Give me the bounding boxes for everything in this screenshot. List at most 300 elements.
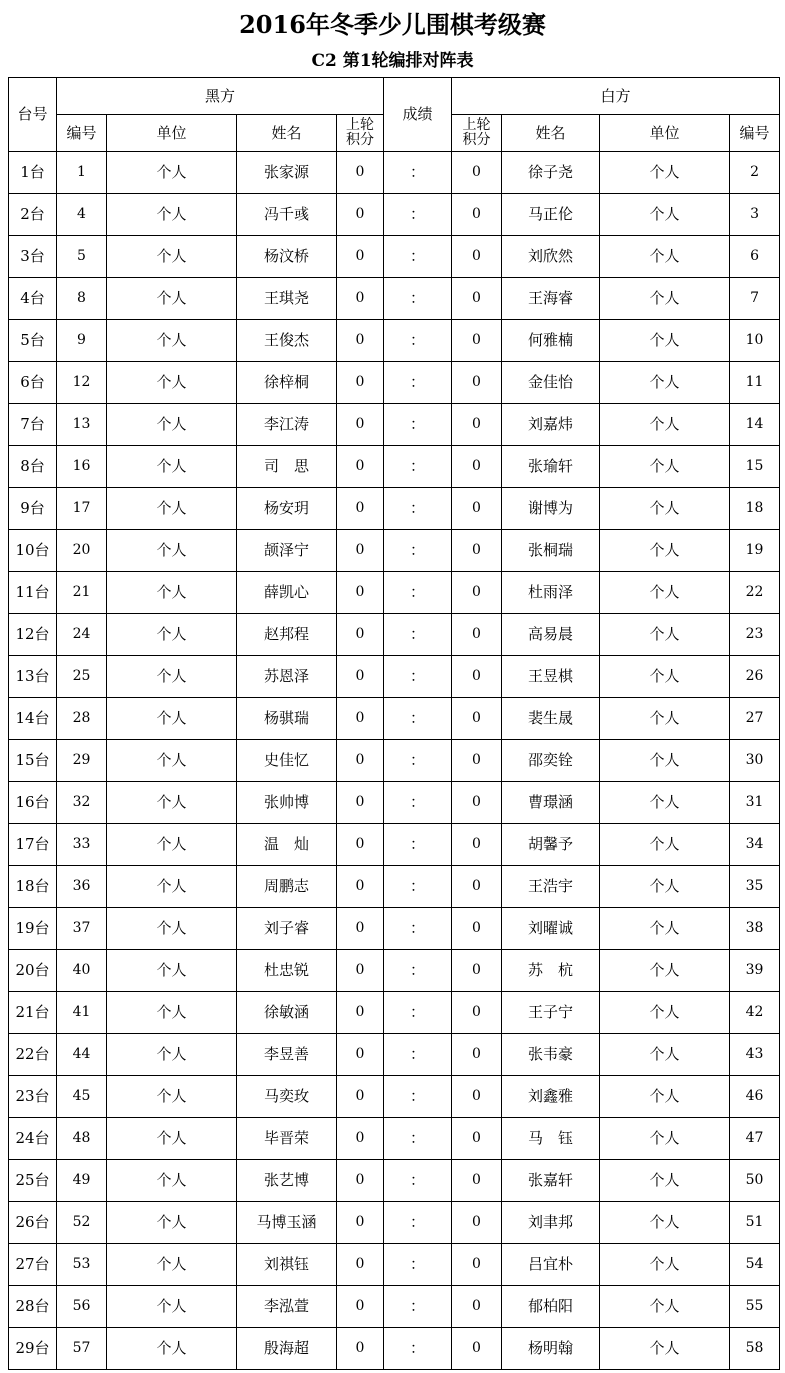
- white-prev-score-cell: 0: [452, 824, 502, 866]
- table-no-cell: 20台: [9, 950, 57, 992]
- header-black-unit: 单位: [107, 115, 237, 152]
- table-no-cell: 11台: [9, 572, 57, 614]
- table-row: [9, 614, 780, 656]
- white-number-cell: 3: [730, 194, 780, 236]
- white-number-cell: 22: [730, 572, 780, 614]
- header-white-number: 编号: [730, 115, 780, 152]
- black-prev-score-cell: 0: [337, 320, 384, 362]
- black-number-cell: 12: [57, 362, 107, 404]
- white-number-cell: 34: [730, 824, 780, 866]
- black-prev-score-cell: 0: [337, 1202, 384, 1244]
- result-cell: ：: [384, 614, 452, 656]
- header-prev-line1: 上轮: [462, 117, 491, 133]
- black-name-cell: 徐敏涵: [237, 992, 337, 1034]
- white-name-cell: 胡馨予: [502, 824, 600, 866]
- result-cell: ：: [384, 656, 452, 698]
- result-cell: ：: [384, 992, 452, 1034]
- black-unit-cell: 个人: [107, 1286, 237, 1328]
- black-unit-cell: 个人: [107, 236, 237, 278]
- table-no-cell: 26台: [9, 1202, 57, 1244]
- white-unit-cell: 个人: [600, 320, 730, 362]
- white-name-cell: 苏 杭: [502, 950, 600, 992]
- black-number-cell: 40: [57, 950, 107, 992]
- result-cell: ：: [384, 152, 452, 194]
- white-unit-cell: 个人: [600, 236, 730, 278]
- result-cell: ：: [384, 950, 452, 992]
- result-cell: ：: [384, 236, 452, 278]
- white-unit-cell: 个人: [600, 1328, 730, 1370]
- black-name-cell: 苏恩泽: [237, 656, 337, 698]
- table-row: [9, 698, 780, 740]
- black-name-cell: 徐梓桐: [237, 362, 337, 404]
- table-no-cell: 29台: [9, 1328, 57, 1370]
- black-name-cell: 赵邦程: [237, 614, 337, 656]
- black-unit-cell: 个人: [107, 1328, 237, 1370]
- white-unit-cell: 个人: [600, 572, 730, 614]
- black-prev-score-cell: 0: [337, 1286, 384, 1328]
- white-prev-score-cell: 0: [452, 1076, 502, 1118]
- white-name-cell: 王浩宇: [502, 866, 600, 908]
- black-number-cell: 24: [57, 614, 107, 656]
- result-cell: ：: [384, 698, 452, 740]
- black-number-cell: 33: [57, 824, 107, 866]
- black-unit-cell: 个人: [107, 362, 237, 404]
- white-name-cell: 刘嘉炜: [502, 404, 600, 446]
- header-white-unit: 单位: [600, 115, 730, 152]
- result-cell: ：: [384, 446, 452, 488]
- black-unit-cell: 个人: [107, 656, 237, 698]
- table-row: [9, 278, 780, 320]
- black-prev-score-cell: 0: [337, 404, 384, 446]
- table-no-cell: 16台: [9, 782, 57, 824]
- white-unit-cell: 个人: [600, 278, 730, 320]
- header-black-side: 黑方: [57, 78, 384, 115]
- black-prev-score-cell: 0: [337, 152, 384, 194]
- black-unit-cell: 个人: [107, 572, 237, 614]
- black-unit-cell: 个人: [107, 782, 237, 824]
- black-unit-cell: 个人: [107, 488, 237, 530]
- white-name-cell: 刘聿邦: [502, 1202, 600, 1244]
- white-unit-cell: 个人: [600, 1118, 730, 1160]
- black-name-cell: 杜忠锐: [237, 950, 337, 992]
- result-cell: ：: [384, 1202, 452, 1244]
- white-prev-score-cell: 0: [452, 1328, 502, 1370]
- white-unit-cell: 个人: [600, 362, 730, 404]
- table-no-cell: 18台: [9, 866, 57, 908]
- black-prev-score-cell: 0: [337, 950, 384, 992]
- black-prev-score-cell: 0: [337, 572, 384, 614]
- white-unit-cell: 个人: [600, 446, 730, 488]
- black-name-cell: 史佳忆: [237, 740, 337, 782]
- black-number-cell: 44: [57, 1034, 107, 1076]
- white-name-cell: 何雅楠: [502, 320, 600, 362]
- table-no-cell: 27台: [9, 1244, 57, 1286]
- white-unit-cell: 个人: [600, 866, 730, 908]
- white-number-cell: 6: [730, 236, 780, 278]
- black-number-cell: 49: [57, 1160, 107, 1202]
- table-no-cell: 17台: [9, 824, 57, 866]
- table-no-cell: 24台: [9, 1118, 57, 1160]
- white-number-cell: 31: [730, 782, 780, 824]
- white-name-cell: 金佳怡: [502, 362, 600, 404]
- header-black-name: 姓名: [237, 115, 337, 152]
- white-number-cell: 15: [730, 446, 780, 488]
- black-unit-cell: 个人: [107, 614, 237, 656]
- white-unit-cell: 个人: [600, 950, 730, 992]
- white-name-cell: 曹璟涵: [502, 782, 600, 824]
- white-unit-cell: 个人: [600, 488, 730, 530]
- result-cell: ：: [384, 488, 452, 530]
- black-unit-cell: 个人: [107, 194, 237, 236]
- black-unit-cell: 个人: [107, 404, 237, 446]
- white-name-cell: 谢博为: [502, 488, 600, 530]
- black-name-cell: 杨汶桥: [237, 236, 337, 278]
- white-name-cell: 刘欣然: [502, 236, 600, 278]
- white-name-cell: 郁柏阳: [502, 1286, 600, 1328]
- header-white-name: 姓名: [502, 115, 600, 152]
- black-name-cell: 王琪尧: [237, 278, 337, 320]
- white-unit-cell: 个人: [600, 1160, 730, 1202]
- white-number-cell: 39: [730, 950, 780, 992]
- white-number-cell: 18: [730, 488, 780, 530]
- table-row: [9, 488, 780, 530]
- table-no-cell: 5台: [9, 320, 57, 362]
- black-prev-score-cell: 0: [337, 782, 384, 824]
- white-prev-score-cell: 0: [452, 1034, 502, 1076]
- black-prev-score-cell: 0: [337, 908, 384, 950]
- white-number-cell: 42: [730, 992, 780, 1034]
- table-row: [9, 530, 780, 572]
- white-unit-cell: 个人: [600, 530, 730, 572]
- black-prev-score-cell: 0: [337, 446, 384, 488]
- white-unit-cell: 个人: [600, 656, 730, 698]
- black-name-cell: 毕晋荣: [237, 1118, 337, 1160]
- white-name-cell: 马正伦: [502, 194, 600, 236]
- white-number-cell: 11: [730, 362, 780, 404]
- white-prev-score-cell: 0: [452, 1118, 502, 1160]
- white-prev-score-cell: 0: [452, 446, 502, 488]
- black-name-cell: 杨骐瑞: [237, 698, 337, 740]
- result-cell: ：: [384, 1034, 452, 1076]
- black-name-cell: 颉泽宁: [237, 530, 337, 572]
- white-name-cell: 高易晨: [502, 614, 600, 656]
- table-row: [9, 866, 780, 908]
- black-name-cell: 薛凯心: [237, 572, 337, 614]
- result-cell: ：: [384, 1118, 452, 1160]
- white-number-cell: 46: [730, 1076, 780, 1118]
- black-name-cell: 马博玉涵: [237, 1202, 337, 1244]
- black-unit-cell: 个人: [107, 320, 237, 362]
- black-unit-cell: 个人: [107, 1244, 237, 1286]
- black-number-cell: 53: [57, 1244, 107, 1286]
- white-number-cell: 50: [730, 1160, 780, 1202]
- result-cell: ：: [384, 740, 452, 782]
- white-unit-cell: 个人: [600, 1076, 730, 1118]
- table-no-cell: 23台: [9, 1076, 57, 1118]
- table-row: [9, 1202, 780, 1244]
- table-no-cell: 28台: [9, 1286, 57, 1328]
- white-number-cell: 43: [730, 1034, 780, 1076]
- black-number-cell: 52: [57, 1202, 107, 1244]
- white-number-cell: 27: [730, 698, 780, 740]
- header-prev-line2: 积分: [462, 132, 491, 148]
- result-cell: ：: [384, 194, 452, 236]
- white-number-cell: 10: [730, 320, 780, 362]
- table-no-cell: 25台: [9, 1160, 57, 1202]
- black-unit-cell: 个人: [107, 1034, 237, 1076]
- white-prev-score-cell: 0: [452, 278, 502, 320]
- table-no-cell: 4台: [9, 278, 57, 320]
- header-white-side: 白方: [452, 78, 780, 115]
- black-prev-score-cell: 0: [337, 614, 384, 656]
- white-number-cell: 58: [730, 1328, 780, 1370]
- black-number-cell: 9: [57, 320, 107, 362]
- black-unit-cell: 个人: [107, 740, 237, 782]
- white-unit-cell: 个人: [600, 404, 730, 446]
- white-prev-score-cell: 0: [452, 1202, 502, 1244]
- table-row: [9, 152, 780, 194]
- table-row: [9, 236, 780, 278]
- table-row: [9, 1244, 780, 1286]
- black-prev-score-cell: 0: [337, 866, 384, 908]
- black-prev-score-cell: 0: [337, 194, 384, 236]
- result-cell: ：: [384, 278, 452, 320]
- header-prev-line2: 积分: [346, 132, 374, 148]
- white-name-cell: 张瑜轩: [502, 446, 600, 488]
- white-name-cell: 杜雨泽: [502, 572, 600, 614]
- white-prev-score-cell: 0: [452, 1160, 502, 1202]
- black-prev-score-cell: 0: [337, 488, 384, 530]
- result-cell: ：: [384, 1244, 452, 1286]
- black-number-cell: 29: [57, 740, 107, 782]
- black-name-cell: 温 灿: [237, 824, 337, 866]
- white-prev-score-cell: 0: [452, 404, 502, 446]
- white-unit-cell: 个人: [600, 698, 730, 740]
- table-row: [9, 320, 780, 362]
- header-white-prev-score: [452, 115, 502, 152]
- black-number-cell: 41: [57, 992, 107, 1034]
- black-number-cell: 8: [57, 278, 107, 320]
- black-prev-score-cell: 0: [337, 362, 384, 404]
- black-unit-cell: 个人: [107, 446, 237, 488]
- black-name-cell: 刘祺钰: [237, 1244, 337, 1286]
- table-no-cell: 1台: [9, 152, 57, 194]
- white-unit-cell: 个人: [600, 614, 730, 656]
- white-name-cell: 徐子尧: [502, 152, 600, 194]
- white-unit-cell: 个人: [600, 740, 730, 782]
- table-row: [9, 362, 780, 404]
- black-name-cell: 李江涛: [237, 404, 337, 446]
- black-unit-cell: 个人: [107, 1118, 237, 1160]
- white-name-cell: 王海睿: [502, 278, 600, 320]
- black-prev-score-cell: 0: [337, 1118, 384, 1160]
- white-name-cell: 王子宁: [502, 992, 600, 1034]
- black-number-cell: 4: [57, 194, 107, 236]
- white-unit-cell: 个人: [600, 908, 730, 950]
- black-unit-cell: 个人: [107, 278, 237, 320]
- result-cell: ：: [384, 362, 452, 404]
- table-row: [9, 1160, 780, 1202]
- black-prev-score-cell: 0: [337, 1034, 384, 1076]
- black-unit-cell: 个人: [107, 866, 237, 908]
- white-number-cell: 54: [730, 1244, 780, 1286]
- black-unit-cell: 个人: [107, 1202, 237, 1244]
- table-row: [9, 1118, 780, 1160]
- black-number-cell: 5: [57, 236, 107, 278]
- black-number-cell: 28: [57, 698, 107, 740]
- white-number-cell: 7: [730, 278, 780, 320]
- table-row: [9, 1328, 780, 1370]
- white-prev-score-cell: 0: [452, 782, 502, 824]
- black-prev-score-cell: 0: [337, 278, 384, 320]
- result-cell: ：: [384, 1160, 452, 1202]
- black-prev-score-cell: 0: [337, 1244, 384, 1286]
- white-name-cell: 王昱棋: [502, 656, 600, 698]
- white-unit-cell: 个人: [600, 992, 730, 1034]
- table-no-cell: 9台: [9, 488, 57, 530]
- white-unit-cell: 个人: [600, 1034, 730, 1076]
- table-no-cell: 14台: [9, 698, 57, 740]
- white-unit-cell: 个人: [600, 1244, 730, 1286]
- result-cell: ：: [384, 908, 452, 950]
- table-no-cell: 19台: [9, 908, 57, 950]
- table-row: [9, 404, 780, 446]
- black-prev-score-cell: 0: [337, 236, 384, 278]
- table-row: [9, 740, 780, 782]
- white-prev-score-cell: 0: [452, 656, 502, 698]
- black-unit-cell: 个人: [107, 824, 237, 866]
- table-row: [9, 194, 780, 236]
- result-cell: ：: [384, 782, 452, 824]
- header-black-number: 编号: [57, 115, 107, 152]
- table-row: [9, 446, 780, 488]
- result-cell: ：: [384, 572, 452, 614]
- black-unit-cell: 个人: [107, 1160, 237, 1202]
- white-unit-cell: 个人: [600, 824, 730, 866]
- table-no-cell: 6台: [9, 362, 57, 404]
- black-number-cell: 25: [57, 656, 107, 698]
- black-number-cell: 16: [57, 446, 107, 488]
- white-number-cell: 23: [730, 614, 780, 656]
- white-prev-score-cell: 0: [452, 488, 502, 530]
- white-prev-score-cell: 0: [452, 698, 502, 740]
- black-name-cell: 张家源: [237, 152, 337, 194]
- white-prev-score-cell: 0: [452, 866, 502, 908]
- black-prev-score-cell: 0: [337, 530, 384, 572]
- table-no-cell: 2台: [9, 194, 57, 236]
- table-no-cell: 13台: [9, 656, 57, 698]
- black-unit-cell: 个人: [107, 530, 237, 572]
- table-row: [9, 572, 780, 614]
- black-prev-score-cell: 0: [337, 698, 384, 740]
- white-prev-score-cell: 0: [452, 740, 502, 782]
- table-row: [9, 824, 780, 866]
- table-row: [9, 950, 780, 992]
- black-prev-score-cell: 0: [337, 1328, 384, 1370]
- black-number-cell: 1: [57, 152, 107, 194]
- black-name-cell: 李泓萱: [237, 1286, 337, 1328]
- white-prev-score-cell: 0: [452, 1244, 502, 1286]
- white-prev-score-cell: 0: [452, 320, 502, 362]
- black-prev-score-cell: 0: [337, 992, 384, 1034]
- white-number-cell: 38: [730, 908, 780, 950]
- white-prev-score-cell: 0: [452, 614, 502, 656]
- black-number-cell: 57: [57, 1328, 107, 1370]
- black-number-cell: 17: [57, 488, 107, 530]
- result-cell: ：: [384, 1328, 452, 1370]
- black-name-cell: 周鹏志: [237, 866, 337, 908]
- white-number-cell: 55: [730, 1286, 780, 1328]
- white-number-cell: 30: [730, 740, 780, 782]
- white-prev-score-cell: 0: [452, 152, 502, 194]
- table-row: [9, 1286, 780, 1328]
- black-name-cell: 李昱善: [237, 1034, 337, 1076]
- black-name-cell: 冯千彧: [237, 194, 337, 236]
- table-no-cell: 10台: [9, 530, 57, 572]
- black-name-cell: 张艺博: [237, 1160, 337, 1202]
- table-no-cell: 3台: [9, 236, 57, 278]
- table-row: [9, 1034, 780, 1076]
- white-name-cell: 邵奕铨: [502, 740, 600, 782]
- black-prev-score-cell: 0: [337, 740, 384, 782]
- black-unit-cell: 个人: [107, 152, 237, 194]
- table-no-cell: 8台: [9, 446, 57, 488]
- table-no-cell: 12台: [9, 614, 57, 656]
- white-name-cell: 马 钰: [502, 1118, 600, 1160]
- white-number-cell: 26: [730, 656, 780, 698]
- white-prev-score-cell: 0: [452, 992, 502, 1034]
- black-number-cell: 56: [57, 1286, 107, 1328]
- table-row: [9, 656, 780, 698]
- white-prev-score-cell: 0: [452, 572, 502, 614]
- black-prev-score-cell: 0: [337, 656, 384, 698]
- white-prev-score-cell: 0: [452, 236, 502, 278]
- white-number-cell: 51: [730, 1202, 780, 1244]
- page-subtitle: C2 第1轮编排对阵表: [311, 51, 474, 71]
- white-prev-score-cell: 0: [452, 950, 502, 992]
- header-table-no: 台号: [9, 78, 57, 152]
- black-number-cell: 20: [57, 530, 107, 572]
- header-prev-line1: 上轮: [346, 117, 374, 133]
- black-name-cell: 马奕玫: [237, 1076, 337, 1118]
- black-number-cell: 48: [57, 1118, 107, 1160]
- table-row: [9, 992, 780, 1034]
- black-prev-score-cell: 0: [337, 824, 384, 866]
- black-name-cell: 张帅博: [237, 782, 337, 824]
- result-cell: ：: [384, 1076, 452, 1118]
- result-cell: ：: [384, 1286, 452, 1328]
- white-number-cell: 14: [730, 404, 780, 446]
- white-name-cell: 杨明翰: [502, 1328, 600, 1370]
- black-name-cell: 刘子睿: [237, 908, 337, 950]
- black-number-cell: 45: [57, 1076, 107, 1118]
- table-row: [9, 1076, 780, 1118]
- page-title: 2016年冬季少儿围棋考级赛: [239, 10, 546, 39]
- white-name-cell: 裴生晟: [502, 698, 600, 740]
- black-name-cell: 杨安玥: [237, 488, 337, 530]
- white-unit-cell: 个人: [600, 1202, 730, 1244]
- black-unit-cell: 个人: [107, 950, 237, 992]
- white-number-cell: 35: [730, 866, 780, 908]
- black-unit-cell: 个人: [107, 992, 237, 1034]
- white-prev-score-cell: 0: [452, 362, 502, 404]
- black-number-cell: 13: [57, 404, 107, 446]
- white-unit-cell: 个人: [600, 194, 730, 236]
- table-row: [9, 908, 780, 950]
- white-prev-score-cell: 0: [452, 1286, 502, 1328]
- black-unit-cell: 个人: [107, 1076, 237, 1118]
- table-row: [9, 782, 780, 824]
